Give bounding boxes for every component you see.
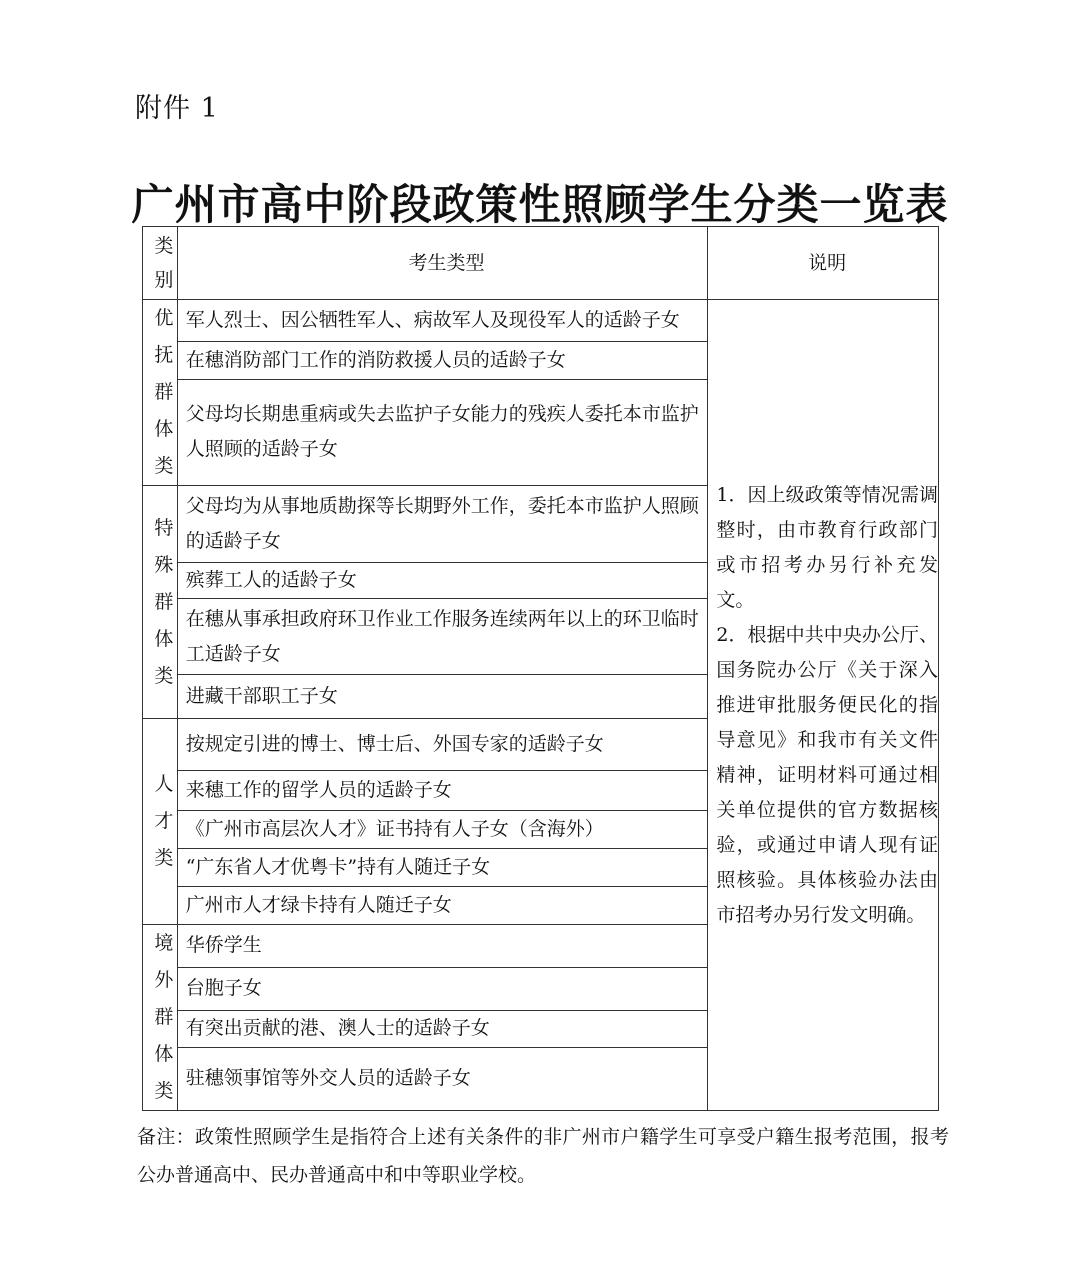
type-cell: 殡葬工人的适龄子女 bbox=[177, 563, 708, 599]
type-cell: 广州市人才绿卡持有人随迁子女 bbox=[177, 887, 708, 925]
header-type: 考生类型 bbox=[177, 227, 708, 300]
document-title: 广州市高中阶段政策性照顾学生分类一览表 bbox=[131, 180, 949, 229]
type-cell: 进藏干部职工子女 bbox=[177, 675, 708, 719]
type-cell: 按规定引进的博士、博士后、外国专家的适龄子女 bbox=[177, 719, 708, 771]
type-cell: 在穗消防部门工作的消防救援人员的适龄子女 bbox=[177, 341, 708, 379]
type-cell: 在穗从事承担政府环卫作业工作服务连续两年以上的环卫临时工适龄子女 bbox=[177, 599, 708, 675]
attachment-label: 附件 1 bbox=[135, 93, 219, 124]
category-cell-jingwai: 境外群体类 bbox=[143, 925, 178, 1111]
type-cell: 台胞子女 bbox=[177, 967, 708, 1010]
type-cell: 驻穗领事馆等外交人员的适龄子女 bbox=[177, 1047, 708, 1110]
type-cell: 父母均长期患重病或失去监护子女能力的残疾人委托本市监护人照顾的适龄子女 bbox=[177, 379, 708, 485]
policy-table bbox=[142, 226, 939, 1111]
header-note: 说明 bbox=[708, 227, 939, 300]
table-header-row bbox=[143, 227, 939, 300]
category-cell-rencai: 人才类 bbox=[143, 719, 178, 925]
note-line-2: 2．根据中共中央办公厅、国务院办公厅《关于深入推进审批服务便民化的指导意见》和我市有关文件精神，证明材料可通过相关单位提供的官方数据核验，或通过申请人现有证照核验。具体核验办法由市招考办另行发文明确。 bbox=[716, 623, 938, 926]
type-cell: 《广州市高层次人才》证书持有人子女（含海外） bbox=[177, 811, 708, 849]
type-cell: 军人烈士、因公牺牲军人、病故军人及现役军人的适龄子女 bbox=[177, 300, 708, 342]
note-cell bbox=[708, 300, 939, 1111]
type-cell: 来穗工作的留学人员的适龄子女 bbox=[177, 771, 708, 811]
table-row bbox=[143, 300, 939, 342]
type-cell: 父母均为从事地质勘探等长期野外工作，委托本市监护人照顾的适龄子女 bbox=[177, 486, 708, 563]
category-cell-youfu: 优抚群体类 bbox=[143, 300, 178, 486]
remark-note: 备注：政策性照顾学生是指符合上述有关条件的非广州市户籍学生可享受户籍生报考范围，报考公办普通高中、民办普通高中和中等职业学校。 bbox=[137, 1126, 949, 1186]
category-cell-teshu: 特殊群体类 bbox=[143, 486, 178, 719]
type-cell: 华侨学生 bbox=[177, 925, 708, 968]
type-cell: “广东省人才优粤卡”持有人随迁子女 bbox=[177, 849, 708, 887]
note-line-1: 1．因上级政策等情况需调整时，由市教育行政部门或市招考办另行补充发文。 bbox=[716, 483, 938, 611]
header-category: 类别 bbox=[143, 227, 178, 300]
type-cell: 有突出贡献的港、澳人士的适龄子女 bbox=[177, 1010, 708, 1047]
